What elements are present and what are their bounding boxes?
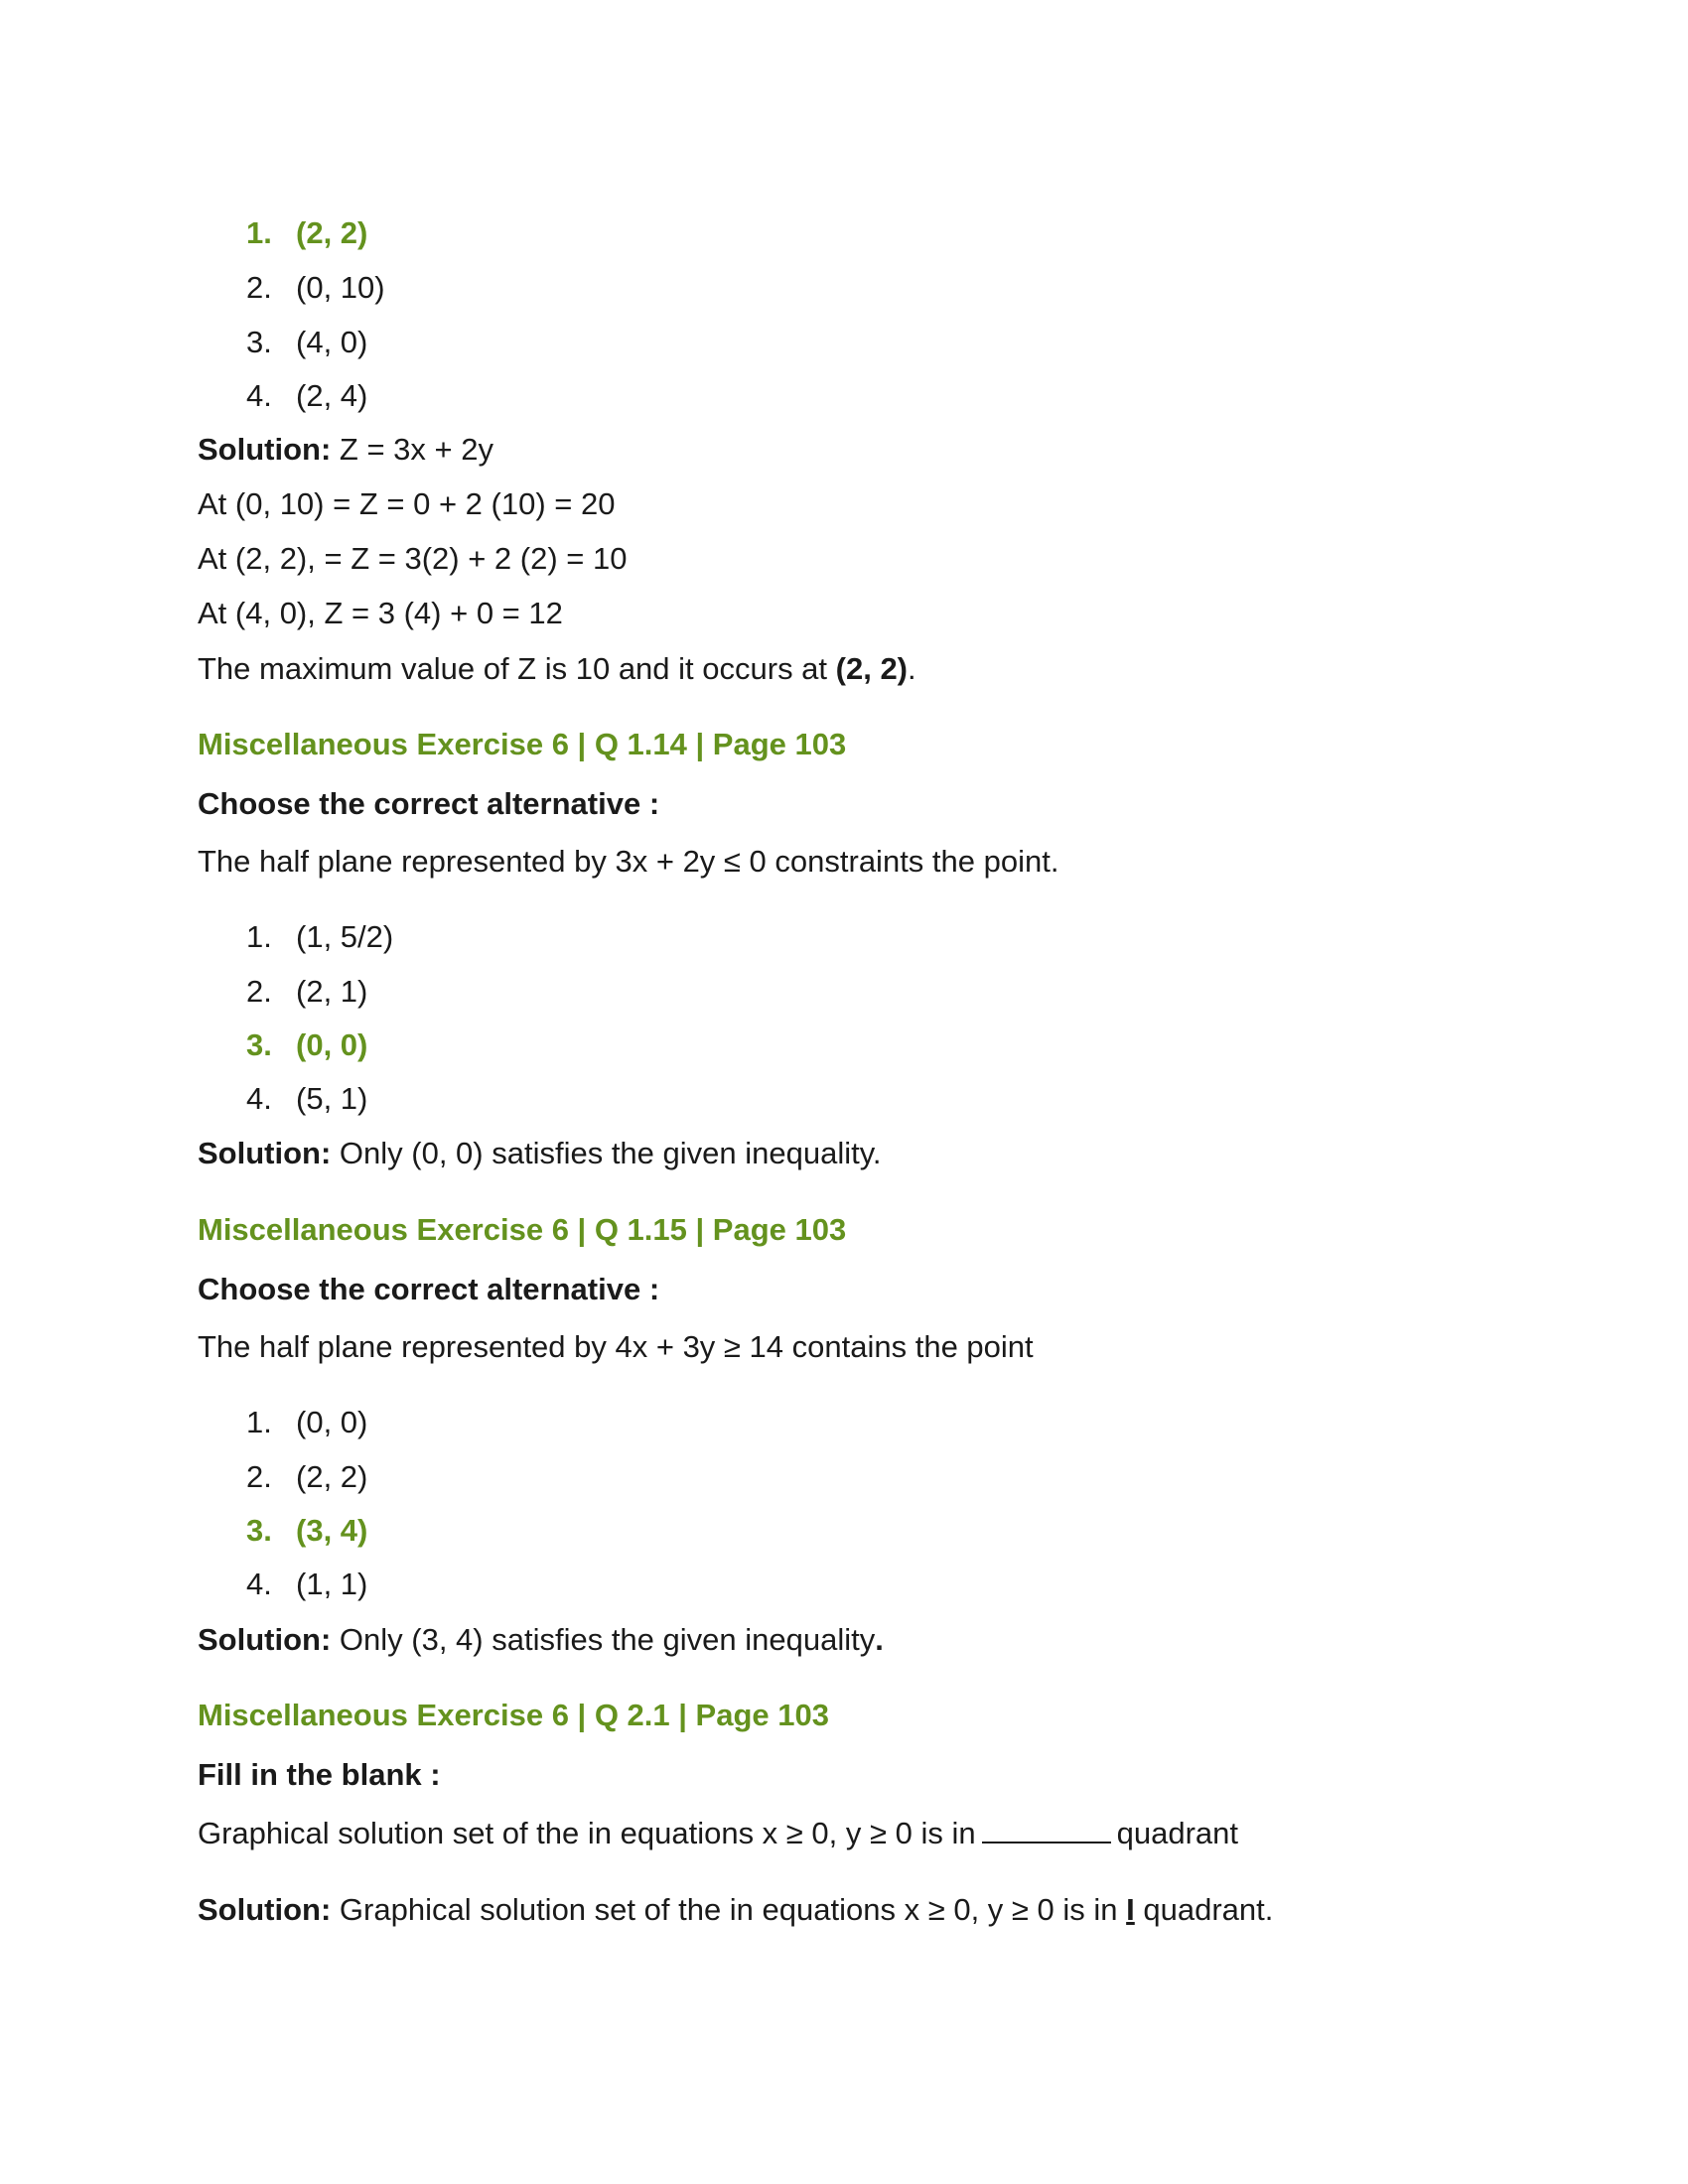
solution-period: . <box>875 1622 884 1657</box>
solution-line <box>198 430 493 470</box>
option-number: 3. <box>246 1027 272 1062</box>
option-3 <box>246 323 367 362</box>
option-1-correct <box>246 213 367 253</box>
option-2 <box>246 972 367 1012</box>
question-text: The half plane represented by 3x + 2y ≤ 0 constraints the point. <box>198 844 1059 879</box>
solution-line <box>198 1134 882 1173</box>
option-number: 1. <box>246 215 272 250</box>
solution-label: Solution: <box>198 1136 332 1170</box>
question-heading-1-14: Miscellaneous Exercise 6 | Q 1.14 | Page 103 <box>198 727 847 761</box>
option-number: 4. <box>246 1081 272 1116</box>
question-instruction: Fill in the blank : <box>198 1757 441 1792</box>
conclusion-text: The maximum value of Z is 10 and it occurs at <box>198 651 836 686</box>
option-text: (2, 2) <box>296 1459 368 1494</box>
question-instruction: Choose the correct alternative : <box>198 786 660 821</box>
option-number: 4. <box>246 378 272 413</box>
question-instruction: Choose the correct alternative : <box>198 1272 660 1306</box>
solution-conclusion <box>198 649 916 689</box>
option-text: (0, 0) <box>296 1027 368 1062</box>
option-1 <box>246 917 393 957</box>
solution-step-1: At (0, 10) = Z = 0 + 2 (10) = 20 <box>198 486 616 521</box>
option-text: (1, 1) <box>296 1567 368 1601</box>
solution-answer: I <box>1126 1892 1135 1927</box>
question-text: The half plane represented by 4x + 3y ≥ 14 contains the point <box>198 1329 1034 1364</box>
option-number: 3. <box>246 325 272 359</box>
question-text <box>198 1814 1238 1853</box>
solution-label: Solution: <box>198 432 332 467</box>
option-text: (0, 10) <box>296 270 385 305</box>
solution-step-3: At (4, 0), Z = 3 (4) + 0 = 12 <box>198 596 563 630</box>
option-text: (3, 4) <box>296 1513 368 1548</box>
solution-line <box>198 1890 1273 1930</box>
option-text: (2, 4) <box>296 378 368 413</box>
question-heading-2-1: Miscellaneous Exercise 6 | Q 2.1 | Page 103 <box>198 1698 829 1732</box>
option-number: 2. <box>246 974 272 1009</box>
option-number: 3. <box>246 1513 272 1548</box>
solution-label: Solution: <box>198 1622 332 1657</box>
solution-text: Only (0, 0) satisfies the given inequality. <box>331 1136 882 1170</box>
option-number: 1. <box>246 919 272 954</box>
solution-step-2: At (2, 2), = Z = 3(2) + 2 (2) = 10 <box>198 541 628 576</box>
option-4 <box>246 1565 367 1604</box>
option-text: (0, 0) <box>296 1405 368 1439</box>
conclusion-period: . <box>908 651 916 686</box>
option-text: (5, 1) <box>296 1081 368 1116</box>
option-4 <box>246 1079 367 1119</box>
option-number: 2. <box>246 1459 272 1494</box>
option-2 <box>246 268 385 308</box>
solution-line <box>198 1620 884 1660</box>
option-text: (1, 5/2) <box>296 919 394 954</box>
question-text-before-blank: Graphical solution set of the in equations x ≥ 0, y ≥ 0 is in <box>198 1816 976 1850</box>
question-text-after-blank: quadrant <box>1116 1816 1239 1850</box>
option-number: 2. <box>246 270 272 305</box>
option-number: 4. <box>246 1567 272 1601</box>
solution-text-end: quadrant. <box>1134 1892 1274 1927</box>
solution-text: Only (3, 4) satisfies the given inequality <box>331 1622 876 1657</box>
option-3-correct <box>246 1511 367 1551</box>
question-heading-1-15: Miscellaneous Exercise 6 | Q 1.15 | Page 103 <box>198 1212 847 1247</box>
solution-text: Z = 3x + 2y <box>331 432 493 467</box>
solution-label: Solution: <box>198 1892 332 1927</box>
option-text: (4, 0) <box>296 325 368 359</box>
conclusion-answer: (2, 2) <box>835 651 909 686</box>
option-text: (2, 2) <box>296 215 368 250</box>
option-number: 1. <box>246 1405 272 1439</box>
option-4 <box>246 376 367 416</box>
solution-text: Graphical solution set of the in equations x ≥ 0, y ≥ 0 is in <box>331 1892 1127 1927</box>
option-3-correct <box>246 1025 367 1065</box>
fill-in-blank <box>982 1816 1111 1843</box>
option-text: (2, 1) <box>296 974 368 1009</box>
option-2 <box>246 1457 367 1497</box>
option-1 <box>246 1403 367 1442</box>
